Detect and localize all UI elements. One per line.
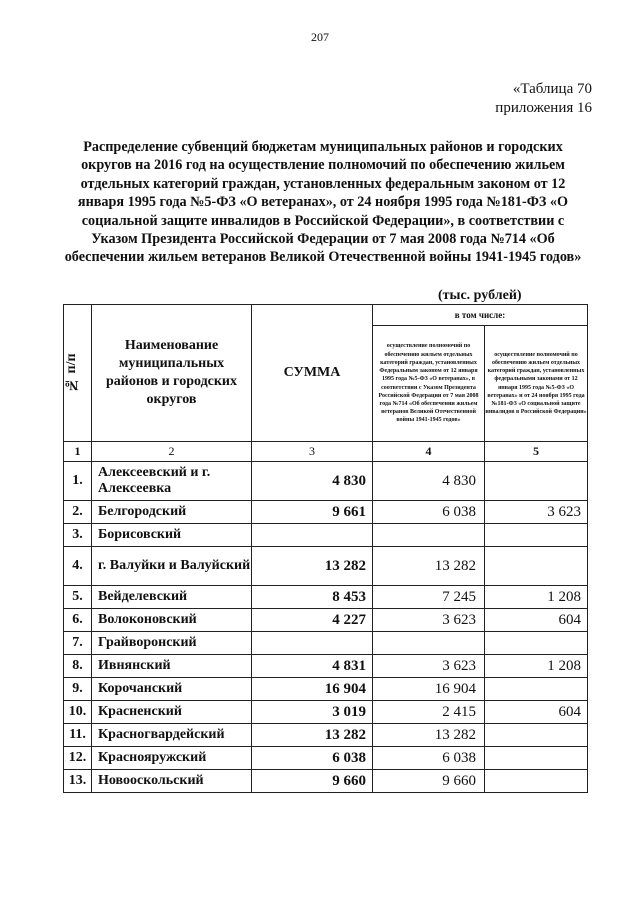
district-name: Корочанский: [92, 678, 252, 701]
column-number: 4: [373, 442, 485, 462]
row-number: 3.: [64, 524, 92, 547]
district-name: Белгородский: [92, 501, 252, 524]
table-row: [64, 501, 588, 524]
col4-value: 6 038: [373, 501, 485, 524]
row-number: 12.: [64, 747, 92, 770]
col5-value: [485, 678, 588, 701]
sum-value: 4 830: [252, 462, 373, 501]
column-number: 3: [252, 442, 373, 462]
table-ref-line1: «Таблица 70: [512, 81, 592, 97]
col4-value: [373, 524, 485, 547]
table-row: [64, 609, 588, 632]
district-name: Алексеевский и г. Алексеевка: [92, 462, 252, 501]
col5-value: [485, 724, 588, 747]
col4-value: 13 282: [373, 547, 485, 586]
col5-value: 1 208: [485, 586, 588, 609]
col4-value: [373, 632, 485, 655]
row-number: 4.: [64, 547, 92, 586]
row-number: 1.: [64, 462, 92, 501]
col4-value: 4 830: [373, 462, 485, 501]
table-ref-line2: приложения 16: [495, 100, 592, 116]
col5-value: 3 623: [485, 501, 588, 524]
col4-value: 13 282: [373, 724, 485, 747]
header-col4: осуществление полномочий по обеспечению жильем отдельных категорий граждан, установленных Федеральным законом от 12 января 1995 года №5-ФЗ «О ветеранах», в соответствии с Указом Президента Российской Федерации от 7 мая 2008 года №714 «Об обеспечении жильем ветеранов Великой Отечественной войны 1941-1945 годов»: [373, 326, 485, 442]
sum-value: 13 282: [252, 724, 373, 747]
col5-value: [485, 524, 588, 547]
row-number: 13.: [64, 770, 92, 793]
district-name: Красногвардейский: [92, 724, 252, 747]
sum-value: 16 904: [252, 678, 373, 701]
district-name: Вейделевский: [92, 586, 252, 609]
sum-value: 4 227: [252, 609, 373, 632]
col5-value: [485, 747, 588, 770]
table-row: [64, 462, 588, 501]
sum-value: 9 661: [252, 501, 373, 524]
table-row: [64, 547, 588, 586]
sum-value: 3 019: [252, 701, 373, 724]
col5-value: 604: [485, 701, 588, 724]
header-number-cell: [64, 305, 92, 442]
column-number: 5: [485, 442, 588, 462]
col5-value: [485, 547, 588, 586]
row-number: 9.: [64, 678, 92, 701]
table-row: [64, 770, 588, 793]
district-name: г. Валуйки и Валуйский: [92, 547, 252, 586]
sum-value: 6 038: [252, 747, 373, 770]
table-row: [64, 747, 588, 770]
row-number: 10.: [64, 701, 92, 724]
page-number: 207: [311, 30, 329, 44]
row-number: 5.: [64, 586, 92, 609]
col5-value: 1 208: [485, 655, 588, 678]
sum-value: 4 831: [252, 655, 373, 678]
col4-value: 9 660: [373, 770, 485, 793]
district-name: Краснояружский: [92, 747, 252, 770]
col4-value: 2 415: [373, 701, 485, 724]
district-name: Волоконовский: [92, 609, 252, 632]
table-reference: [462, 80, 592, 118]
table-row: [64, 632, 588, 655]
sum-value: [252, 524, 373, 547]
units-label: (тыс. рублей): [438, 288, 522, 303]
col4-value: 7 245: [373, 586, 485, 609]
header-including: в том числе:: [373, 305, 588, 326]
column-number-row: [64, 442, 588, 462]
subvention-table: [63, 304, 588, 793]
table-row: [64, 678, 588, 701]
header-col5: осуществление полномочий по обеспечению жильем отдельных категорий граждан, установленных федеральными законами от 12 января 1995 года №5-ФЗ «О ветеранах» и от 24 ноября 1995 года №181-ФЗ «О социальной защите инвалидов в Российской Федерации»: [485, 326, 588, 442]
row-number: 8.: [64, 655, 92, 678]
table-row: [64, 524, 588, 547]
column-number: 1: [64, 442, 92, 462]
col5-value: [485, 462, 588, 501]
header-sum: СУММА: [252, 305, 373, 442]
table-row: [64, 655, 588, 678]
col5-value: [485, 770, 588, 793]
column-number: 2: [92, 442, 252, 462]
district-name: Ивнянский: [92, 655, 252, 678]
table-row: [64, 586, 588, 609]
sum-value: 8 453: [252, 586, 373, 609]
col4-value: 3 623: [373, 609, 485, 632]
table-row: [64, 701, 588, 724]
sum-value: 9 660: [252, 770, 373, 793]
sum-value: [252, 632, 373, 655]
sum-value: 13 282: [252, 547, 373, 586]
table-row: [64, 724, 588, 747]
col4-value: 16 904: [373, 678, 485, 701]
col5-value: [485, 632, 588, 655]
row-number: 6.: [64, 609, 92, 632]
district-name: Грайворонский: [92, 632, 252, 655]
col4-value: 6 038: [373, 747, 485, 770]
district-name: Красненский: [92, 701, 252, 724]
row-number: 2.: [64, 501, 92, 524]
col5-value: 604: [485, 609, 588, 632]
row-number: 7.: [64, 632, 92, 655]
row-number: 11.: [64, 724, 92, 747]
district-name: Борисовский: [92, 524, 252, 547]
document-title: Распределение субвенций бюджетам муниципальных районов и городских округов на 2016 год на осуществление полномочий по обеспечению жильем отдельных категорий граждан, установленных федеральным законом от 12 января 1995 года №5-ФЗ «О ветеранах», от 24 ноября 1995 года №181-ФЗ «О социальной защите инвалидов в Российской Федерации», в соответствии с Указом Президента Российской Федерации от 7 мая 2008 года №714 «Об обеспечении жильем ветеранов Великой Отечественной войны 1941-1945 годов»: [64, 139, 582, 266]
district-name: Новооскольский: [92, 770, 252, 793]
header-number: № п/п: [64, 353, 79, 393]
col4-value: 3 623: [373, 655, 485, 678]
header-name: Наименование муниципальных районов и городских округов: [92, 305, 252, 442]
